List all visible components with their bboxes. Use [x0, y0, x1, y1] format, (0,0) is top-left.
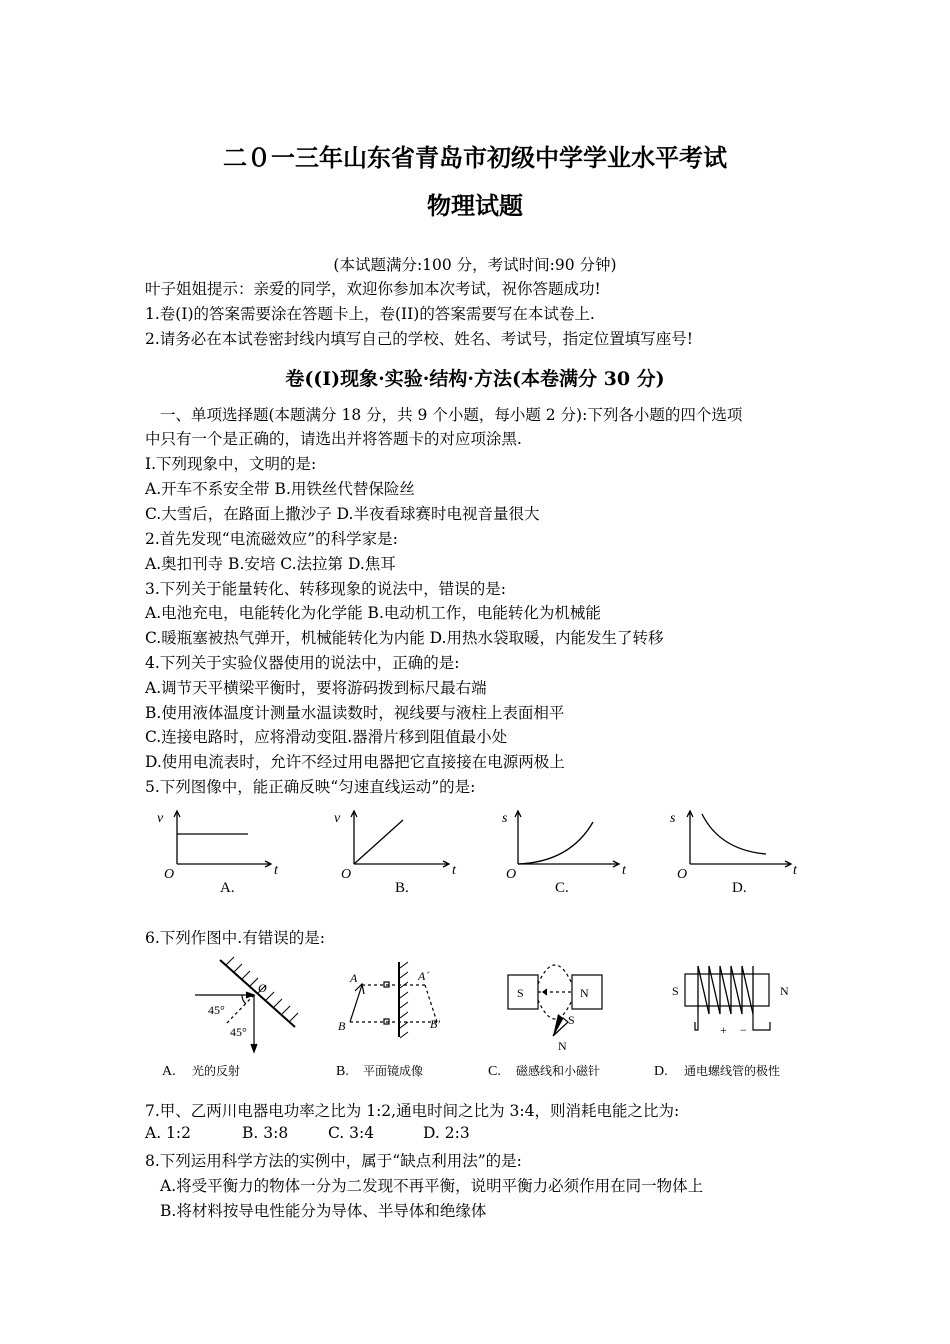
fig-a-caption: 光的反射 — [192, 1064, 241, 1078]
question-4-option: B.使用液体温度计测量水温读数时，视线要与液柱上表面相平 — [145, 704, 565, 722]
question-2-option: A.奥扣刊寺 B.安培 C.法拉第 D.焦耳 — [145, 555, 396, 573]
graph-a-origin: O — [164, 867, 175, 882]
graph-d-y-label: s — [670, 811, 676, 826]
fig-a-caption-letter: A. — [162, 1064, 176, 1079]
fig-d-caption: 通电螺线管的极性 — [684, 1064, 781, 1078]
question-2-stem: 2.首先发现“电流磁效应”的科学家是: — [145, 530, 398, 548]
fig-d-terminal-minus: − — [740, 1023, 747, 1037]
q6-diagrams — [150, 952, 820, 1087]
fig-b-point-b-image: B′ — [430, 1017, 440, 1031]
page-title: 二０一三年山东省青岛市初级中学学业水平考试 — [223, 144, 727, 172]
question-3-option: A.电池充电，电能转化为化学能 B.电动机工作，电能转化为机械能 — [145, 604, 601, 622]
graph-d-label: D. — [732, 880, 747, 896]
fig-b-point-a: A — [350, 971, 358, 985]
graph-b-x-label: t — [452, 863, 456, 878]
instruction-line: 中只有一个是正确的，请选出并将答题卡的对应项涂黑. — [145, 430, 522, 448]
motion-graphs — [140, 798, 820, 898]
question-4-option: A.调节天平横梁平衡时，要将游码拨到标尺最右端 — [145, 679, 487, 697]
fig-a-angle-1: 45° — [208, 1003, 225, 1017]
question-7-option: D. 2:3 — [423, 1124, 470, 1142]
question-8-stem: 8.下列运用科学方法的实例中，属于“缺点利用法”的是: — [145, 1152, 522, 1170]
graph-c-x-label: t — [622, 863, 626, 878]
fig-d-pole-n: N — [780, 984, 789, 998]
fig-c-magnet-s: S — [517, 986, 524, 1000]
question-7-option: A. 1:2 — [145, 1124, 191, 1142]
question-7-option: B. 3:8 — [242, 1124, 289, 1142]
fig-c-needle-n: N — [558, 1039, 567, 1053]
page-subtitle: 物理试题 — [427, 192, 523, 220]
question-3-option: C.暖瓶塞被热气弹开，机械能转化为内能 D.用热水袋取暖，内能发生了转移 — [145, 629, 664, 647]
question-8-option: B.将材料按导电性能分为导体、半导体和绝缘体 — [160, 1202, 487, 1220]
instruction-line: 一、单项选择题(本题满分 18 分，共 9 个小题，每小题 2 分):下列各小题的四个选项 — [160, 406, 743, 424]
question-5-stem: 5.下列图像中，能正确反映“匀速直线运动”的是: — [145, 778, 476, 796]
graph-b-origin: O — [341, 867, 352, 882]
graph-c-label: C. — [555, 880, 569, 896]
question-4-stem: 4.下列关于实验仪器使用的说法中，正确的是: — [145, 654, 460, 672]
question-1-option: A.开车不系安全带 B.用铁丝代替保险丝 — [145, 480, 415, 498]
fig-c-needle-s: S — [568, 1013, 575, 1027]
graph-b-label: B. — [395, 880, 409, 896]
question-6-stem: 6.下列作图中.有错误的是: — [145, 929, 325, 947]
note-line: 叶子姐姐提示：亲爱的同学，欢迎你参加本次考试，祝你答题成功! — [145, 280, 601, 298]
graph-d-x-label: t — [793, 863, 797, 878]
fig-b-caption-letter: B. — [336, 1064, 349, 1079]
note-line: 1.卷(I)的答案需要涂在答题卡上，卷(II)的答案需要写在本试卷上. — [145, 305, 595, 323]
graph-a-label: A. — [220, 880, 235, 896]
fig-c-magnet-n: N — [580, 986, 589, 1000]
fig-a-point-o: O — [258, 981, 267, 995]
fig-b-point-a-image: A´ — [418, 969, 430, 983]
graph-c-y-label: s — [502, 811, 508, 826]
graph-d-origin: O — [677, 867, 688, 882]
note-line: 2.请务必在本试卷密封线内填写自己的学校、姓名、考试号，指定位置填写座号! — [145, 330, 694, 348]
question-7-option: C. 3:4 — [328, 1124, 375, 1142]
graph-a-y-label: v — [157, 811, 164, 826]
exam-info: (本试题满分:100 分，考试时间:90 分钟) — [333, 256, 617, 274]
fig-d-caption-letter: D. — [654, 1064, 668, 1079]
question-8-option: A.将受平衡力的物体一分为二发现不再平衡，说明平衡力必须作用在同一物体上 — [160, 1177, 704, 1195]
fig-a-angle-2: 45° — [230, 1025, 247, 1039]
fig-c-caption-letter: C. — [488, 1064, 501, 1079]
graph-c-origin: O — [506, 867, 517, 882]
graph-a-x-label: t — [274, 863, 278, 878]
question-7-stem: 7.甲、乙两川电器电功率之比为 1:2,通电时间之比为 3:4，则消耗电能之比为: — [145, 1102, 680, 1120]
section-title: 卷((I)现象·实验·结构·方法(本卷满分 30 分) — [285, 368, 665, 390]
question-3-stem: 3.下列关于能量转化、转移现象的说法中，错误的是: — [145, 580, 507, 598]
fig-c-caption: 磁感线和小磁针 — [516, 1064, 601, 1078]
fig-b-caption: 平面镜成像 — [363, 1064, 424, 1078]
question-1-stem: I.下列现象中，文明的是: — [145, 455, 317, 473]
question-4-option: C.连接电路时，应将滑动变阻.器滑片移到阻值最小处 — [145, 728, 508, 746]
question-4-option: D.使用电流表时，允许不经过用电器把它直接接在电源两极上 — [145, 753, 565, 771]
fig-d-pole-s: S — [672, 984, 679, 998]
question-1-option: C.大雪后，在路面上撒沙子 D.半夜看球赛时电视音量很大 — [145, 505, 540, 523]
fig-b-point-b: B — [338, 1019, 346, 1033]
fig-d-terminal-plus: + — [720, 1023, 727, 1037]
graph-b-y-label: v — [334, 811, 341, 826]
